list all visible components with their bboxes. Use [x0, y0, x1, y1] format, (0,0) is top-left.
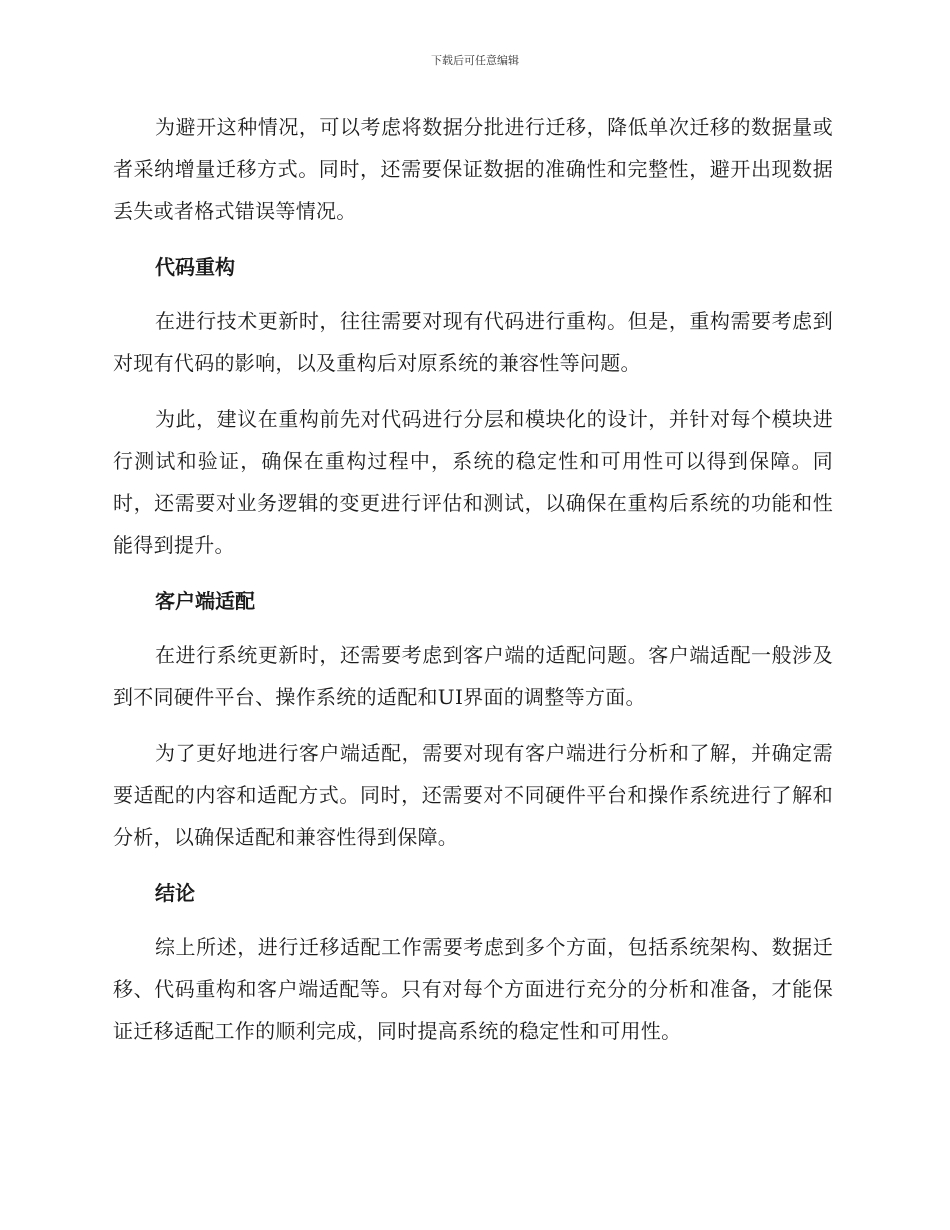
heading-code-refactoring: 代码重构 [155, 255, 235, 279]
paragraph-refactoring-intro: 在进行技术更新时，往往需要对现有代码进行重构。但是，重构需要考虑到对现有代码的影响，以及重构后对原系统的兼容性等问题。 [113, 309, 833, 375]
paragraph-conclusion: 综上所述，进行迁移适配工作需要考虑到多个方面，包括系统架构、数据迁移、代码重构和客户端适配等。只有对每个方面进行充分的分析和准备，才能保证迁移适配工作的顺利完成，同时提高系统的稳定性和可用性。 [113, 935, 833, 1043]
paragraph-client-adaptation-approach: 为了更好地进行客户端适配，需要对现有客户端进行分析和了解，并确定需要适配的内容和适配方式。同时，还需要对不同硬件平台和操作系统进行了解和分析，以确保适配和兼容性得到保障。 [113, 741, 833, 849]
paragraph-data-migration-batch: 为避开这种情况，可以考虑将数据分批进行迁移，降低单次迁移的数据量或者采纳增量迁移方式。同时，还需要保证数据的准确性和完整性，避开出现数据丢失或者格式错误等情况。 [113, 115, 833, 223]
document-body [113, 106, 833, 1066]
heading-conclusion: 结论 [155, 881, 195, 905]
paragraph-refactoring-approach: 为此，建议在重构前先对代码进行分层和模块化的设计，并针对每个模块进行测试和验证，确保在重构过程中，系统的稳定性和可用性可以得到保障。同时，还需要对业务逻辑的变更进行评估和测试，以确保在重构后系统的功能和性能得到提升。 [113, 407, 833, 557]
heading-client-adaptation: 客户端适配 [155, 589, 255, 613]
page-header: 下载后可任意编辑 [431, 54, 519, 67]
paragraph-client-adaptation-intro: 在进行系统更新时，还需要考虑到客户端的适配问题。客户端适配一般涉及到不同硬件平台、操作系统的适配和UI界面的调整等方面。 [113, 643, 833, 709]
